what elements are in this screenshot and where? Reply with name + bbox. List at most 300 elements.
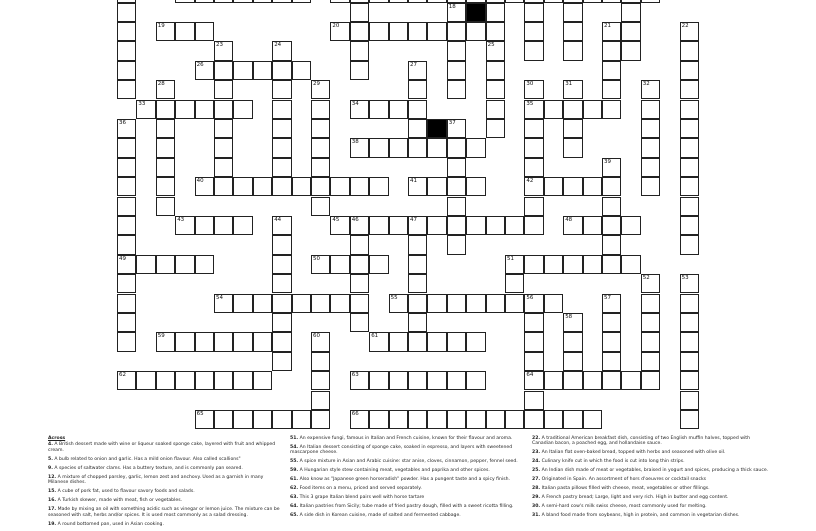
grid-cell[interactable] [311,352,330,371]
grid-cell[interactable] [195,216,214,235]
grid-cell[interactable] [621,3,640,22]
grid-cell[interactable] [272,177,291,196]
grid-cell[interactable] [447,22,466,41]
grid-cell[interactable] [292,0,311,3]
grid-cell[interactable] [447,138,466,157]
grid-cell[interactable] [233,294,252,313]
grid-cell[interactable] [641,313,660,332]
grid-cell[interactable] [466,410,485,429]
grid-cell[interactable] [350,235,369,254]
grid-cell[interactable] [214,332,233,351]
grid-cell[interactable] [311,294,330,313]
grid-cell[interactable] [524,80,543,99]
grid-cell[interactable] [563,119,582,138]
grid-cell[interactable] [214,0,233,3]
grid-cell[interactable] [117,332,136,351]
grid-cell[interactable] [214,80,233,99]
grid-cell[interactable] [117,216,136,235]
grid-cell[interactable] [505,216,524,235]
grid-cell[interactable] [195,371,214,390]
grid-cell[interactable] [486,294,505,313]
grid-cell[interactable] [641,177,660,196]
grid-cell[interactable] [272,216,291,235]
grid-cell[interactable] [680,138,699,157]
grid-cell[interactable] [117,3,136,22]
grid-cell[interactable] [389,138,408,157]
grid-cell[interactable] [563,352,582,371]
grid-cell[interactable] [214,100,233,119]
grid-cell[interactable] [156,332,175,351]
grid-cell[interactable] [641,100,660,119]
grid-cell[interactable] [641,119,660,138]
grid-cell[interactable] [486,80,505,99]
grid-cell[interactable] [447,3,466,22]
grid-cell[interactable] [214,177,233,196]
grid-cell[interactable] [408,313,427,332]
grid-cell[interactable] [680,61,699,80]
grid-cell[interactable] [486,3,505,22]
grid-cell[interactable] [330,294,349,313]
grid-cell[interactable] [563,3,582,22]
grid-cell[interactable] [505,274,524,293]
grid-cell[interactable] [233,177,252,196]
grid-cell[interactable] [641,80,660,99]
grid-cell[interactable] [214,216,233,235]
grid-cell[interactable] [621,255,640,274]
grid-cell[interactable] [680,41,699,60]
grid-cell[interactable] [117,22,136,41]
grid-cell[interactable] [350,313,369,332]
grid-cell[interactable] [466,371,485,390]
grid-cell[interactable] [156,119,175,138]
grid-cell[interactable] [680,177,699,196]
grid-cell[interactable] [563,22,582,41]
grid-cell[interactable] [544,371,563,390]
grid-cell[interactable] [311,138,330,157]
grid-cell[interactable] [447,41,466,60]
grid-cell[interactable] [369,138,388,157]
grid-cell[interactable] [466,22,485,41]
grid-cell[interactable] [563,371,582,390]
grid-cell[interactable] [427,138,446,157]
grid-cell[interactable] [156,80,175,99]
grid-cell[interactable] [563,100,582,119]
grid-cell[interactable] [350,61,369,80]
grid-cell[interactable] [447,119,466,138]
grid-cell[interactable] [369,332,388,351]
grid-cell[interactable] [214,410,233,429]
grid-cell[interactable] [680,22,699,41]
grid-cell[interactable] [486,216,505,235]
grid-cell[interactable] [156,177,175,196]
grid-cell[interactable] [408,371,427,390]
grid-cell[interactable] [350,100,369,119]
grid-cell[interactable] [447,216,466,235]
grid-cell[interactable] [602,177,621,196]
grid-cell[interactable] [233,410,252,429]
grid-cell[interactable] [466,177,485,196]
grid-cell[interactable] [350,255,369,274]
grid-cell[interactable] [117,61,136,80]
grid-cell[interactable] [524,255,543,274]
grid-cell[interactable] [311,119,330,138]
grid-cell[interactable] [253,371,272,390]
grid-cell[interactable] [175,0,194,3]
grid-cell[interactable] [272,255,291,274]
grid-cell[interactable] [427,216,446,235]
grid-cell[interactable] [233,61,252,80]
grid-cell[interactable] [233,371,252,390]
grid-cell[interactable] [602,313,621,332]
grid-cell[interactable] [311,100,330,119]
grid-cell[interactable] [272,294,291,313]
grid-cell[interactable] [272,80,291,99]
grid-cell[interactable] [117,313,136,332]
grid-cell[interactable] [195,22,214,41]
grid-cell[interactable] [253,0,272,3]
grid-cell[interactable] [680,197,699,216]
grid-cell[interactable] [447,294,466,313]
grid-cell[interactable] [117,371,136,390]
grid-cell[interactable] [214,158,233,177]
grid-cell[interactable] [583,255,602,274]
grid-cell[interactable] [195,332,214,351]
grid-cell[interactable] [505,294,524,313]
grid-cell[interactable] [253,61,272,80]
grid-cell[interactable] [214,41,233,60]
grid-cell[interactable] [350,138,369,157]
grid-cell[interactable] [602,158,621,177]
grid-cell[interactable] [680,274,699,293]
grid-cell[interactable] [544,255,563,274]
grid-cell[interactable] [156,138,175,157]
grid-cell[interactable] [563,216,582,235]
grid-cell[interactable] [505,410,524,429]
grid-cell[interactable] [680,352,699,371]
grid-cell[interactable] [117,158,136,177]
grid-cell[interactable] [427,410,446,429]
grid-cell[interactable] [311,255,330,274]
grid-cell[interactable] [408,235,427,254]
grid-cell[interactable] [602,197,621,216]
grid-cell[interactable] [408,332,427,351]
grid-cell[interactable] [369,371,388,390]
grid-cell[interactable] [524,119,543,138]
grid-cell[interactable] [175,255,194,274]
grid-cell[interactable] [292,410,311,429]
grid-cell[interactable] [680,294,699,313]
grid-cell[interactable] [524,158,543,177]
grid-cell[interactable] [330,216,349,235]
grid-cell[interactable] [505,0,524,3]
grid-cell[interactable] [602,255,621,274]
grid-cell[interactable] [272,100,291,119]
grid-cell[interactable] [272,332,291,351]
grid-cell[interactable] [253,410,272,429]
grid-cell[interactable] [195,100,214,119]
grid-cell[interactable] [447,197,466,216]
grid-cell[interactable] [292,61,311,80]
grid-cell[interactable] [272,274,291,293]
grid-cell[interactable] [427,22,446,41]
grid-cell[interactable] [641,332,660,351]
grid-cell[interactable] [272,158,291,177]
grid-cell[interactable] [292,294,311,313]
grid-cell[interactable] [156,197,175,216]
grid-cell[interactable] [447,410,466,429]
grid-cell[interactable] [311,158,330,177]
grid-cell[interactable] [408,80,427,99]
grid-cell[interactable] [486,410,505,429]
grid-cell[interactable] [524,216,543,235]
grid-cell[interactable] [350,22,369,41]
grid-cell[interactable] [195,177,214,196]
grid-cell[interactable] [408,255,427,274]
grid-cell[interactable] [272,138,291,157]
grid-cell[interactable] [175,100,194,119]
grid-cell[interactable] [311,332,330,351]
grid-cell[interactable] [486,61,505,80]
grid-cell[interactable] [369,100,388,119]
grid-cell[interactable] [427,0,446,3]
grid-cell[interactable] [272,41,291,60]
grid-cell[interactable] [524,391,543,410]
grid-cell[interactable] [117,138,136,157]
grid-cell[interactable] [369,0,388,3]
grid-cell[interactable] [602,294,621,313]
grid-cell[interactable] [233,216,252,235]
grid-cell[interactable] [524,332,543,351]
grid-cell[interactable] [369,22,388,41]
grid-cell[interactable] [524,371,543,390]
grid-cell[interactable] [408,294,427,313]
grid-cell[interactable] [311,371,330,390]
grid-cell[interactable] [602,235,621,254]
grid-cell[interactable] [311,177,330,196]
grid-cell[interactable] [311,410,330,429]
grid-cell[interactable] [641,371,660,390]
grid-cell[interactable] [427,332,446,351]
grid-cell[interactable] [350,410,369,429]
grid-cell[interactable] [602,61,621,80]
grid-cell[interactable] [641,158,660,177]
grid-cell[interactable] [408,100,427,119]
grid-cell[interactable] [505,255,524,274]
grid-cell[interactable] [427,294,446,313]
grid-cell[interactable] [369,216,388,235]
grid-cell[interactable] [233,0,252,3]
grid-cell[interactable] [447,61,466,80]
grid-cell[interactable] [195,410,214,429]
grid-cell[interactable] [156,22,175,41]
grid-cell[interactable] [524,294,543,313]
grid-cell[interactable] [408,177,427,196]
grid-cell[interactable] [447,158,466,177]
grid-cell[interactable] [563,80,582,99]
grid-cell[interactable] [680,371,699,390]
grid-cell[interactable] [524,3,543,22]
grid-cell[interactable] [583,216,602,235]
grid-cell[interactable] [195,61,214,80]
grid-cell[interactable] [544,100,563,119]
grid-cell[interactable] [156,371,175,390]
grid-cell[interactable] [563,177,582,196]
grid-cell[interactable] [563,313,582,332]
grid-cell[interactable] [563,410,582,429]
grid-cell[interactable] [233,332,252,351]
grid-cell[interactable] [583,177,602,196]
grid-cell[interactable] [447,235,466,254]
grid-cell[interactable] [311,391,330,410]
grid-cell[interactable] [447,371,466,390]
grid-cell[interactable] [583,371,602,390]
grid-cell[interactable] [272,313,291,332]
grid-cell[interactable] [680,410,699,429]
grid-cell[interactable] [408,22,427,41]
grid-cell[interactable] [621,41,640,60]
grid-cell[interactable] [524,41,543,60]
grid-cell[interactable] [680,158,699,177]
grid-cell[interactable] [117,197,136,216]
grid-cell[interactable] [272,235,291,254]
grid-cell[interactable] [680,332,699,351]
grid-cell[interactable] [680,80,699,99]
grid-cell[interactable] [175,332,194,351]
grid-cell[interactable] [524,22,543,41]
grid-cell[interactable] [602,41,621,60]
grid-cell[interactable] [680,235,699,254]
grid-cell[interactable] [466,138,485,157]
grid-cell[interactable] [680,119,699,138]
grid-cell[interactable] [350,3,369,22]
grid-cell[interactable] [583,410,602,429]
grid-cell[interactable] [524,177,543,196]
grid-cell[interactable] [680,216,699,235]
grid-cell[interactable] [272,352,291,371]
grid-cell[interactable] [641,352,660,371]
grid-cell[interactable] [466,294,485,313]
grid-cell[interactable] [621,371,640,390]
grid-cell[interactable] [214,119,233,138]
grid-cell[interactable] [175,371,194,390]
grid-cell[interactable] [136,100,155,119]
grid-cell[interactable] [544,294,563,313]
grid-cell[interactable] [330,22,349,41]
grid-cell[interactable] [175,22,194,41]
grid-cell[interactable] [272,0,291,3]
grid-cell[interactable] [524,410,543,429]
grid-cell[interactable] [233,100,252,119]
grid-cell[interactable] [486,41,505,60]
grid-cell[interactable] [350,274,369,293]
grid-cell[interactable] [253,294,272,313]
grid-cell[interactable] [563,41,582,60]
grid-cell[interactable] [330,177,349,196]
grid-cell[interactable] [369,255,388,274]
grid-cell[interactable] [117,119,136,138]
grid-cell[interactable] [389,100,408,119]
grid-cell[interactable] [466,216,485,235]
grid-cell[interactable] [389,410,408,429]
grid-cell[interactable] [311,197,330,216]
grid-cell[interactable] [117,41,136,60]
grid-cell[interactable] [272,61,291,80]
grid-cell[interactable] [602,216,621,235]
grid-cell[interactable] [602,352,621,371]
grid-cell[interactable] [641,294,660,313]
grid-cell[interactable] [136,255,155,274]
grid-cell[interactable] [175,216,194,235]
grid-cell[interactable] [195,0,214,3]
grid-cell[interactable] [680,313,699,332]
grid-cell[interactable] [621,22,640,41]
grid-cell[interactable] [117,274,136,293]
grid-cell[interactable] [583,100,602,119]
grid-cell[interactable] [447,177,466,196]
grid-cell[interactable] [117,235,136,254]
grid-cell[interactable] [408,0,427,3]
grid-cell[interactable] [602,371,621,390]
grid-cell[interactable] [583,0,602,3]
grid-cell[interactable] [311,80,330,99]
grid-cell[interactable] [369,177,388,196]
grid-cell[interactable] [214,138,233,157]
grid-cell[interactable] [389,22,408,41]
grid-cell[interactable] [408,61,427,80]
grid-cell[interactable] [253,332,272,351]
grid-cell[interactable] [408,216,427,235]
grid-cell[interactable] [272,119,291,138]
grid-cell[interactable] [544,410,563,429]
grid-cell[interactable] [602,80,621,99]
grid-cell[interactable] [602,332,621,351]
grid-cell[interactable] [195,255,214,274]
grid-cell[interactable] [117,255,136,274]
grid-cell[interactable] [117,80,136,99]
grid-cell[interactable] [136,371,155,390]
grid-cell[interactable] [447,80,466,99]
grid-cell[interactable] [486,119,505,138]
grid-cell[interactable] [350,371,369,390]
grid-cell[interactable] [156,158,175,177]
grid-cell[interactable] [117,177,136,196]
grid-cell[interactable] [466,332,485,351]
grid-cell[interactable] [350,216,369,235]
grid-cell[interactable] [369,410,388,429]
grid-cell[interactable] [389,371,408,390]
grid-cell[interactable] [214,61,233,80]
grid-cell[interactable] [524,313,543,332]
grid-cell[interactable] [602,22,621,41]
grid-cell[interactable] [524,197,543,216]
grid-cell[interactable] [486,22,505,41]
grid-cell[interactable] [524,138,543,157]
grid-cell[interactable] [408,410,427,429]
grid-cell[interactable] [544,0,563,3]
grid-cell[interactable] [389,294,408,313]
grid-cell[interactable] [641,138,660,157]
grid-cell[interactable] [350,41,369,60]
grid-cell[interactable] [156,255,175,274]
grid-cell[interactable] [427,177,446,196]
grid-cell[interactable] [544,177,563,196]
grid-cell[interactable] [408,274,427,293]
grid-cell[interactable] [350,177,369,196]
grid-cell[interactable] [389,216,408,235]
grid-cell[interactable] [486,100,505,119]
grid-cell[interactable] [330,0,349,3]
grid-cell[interactable] [389,332,408,351]
